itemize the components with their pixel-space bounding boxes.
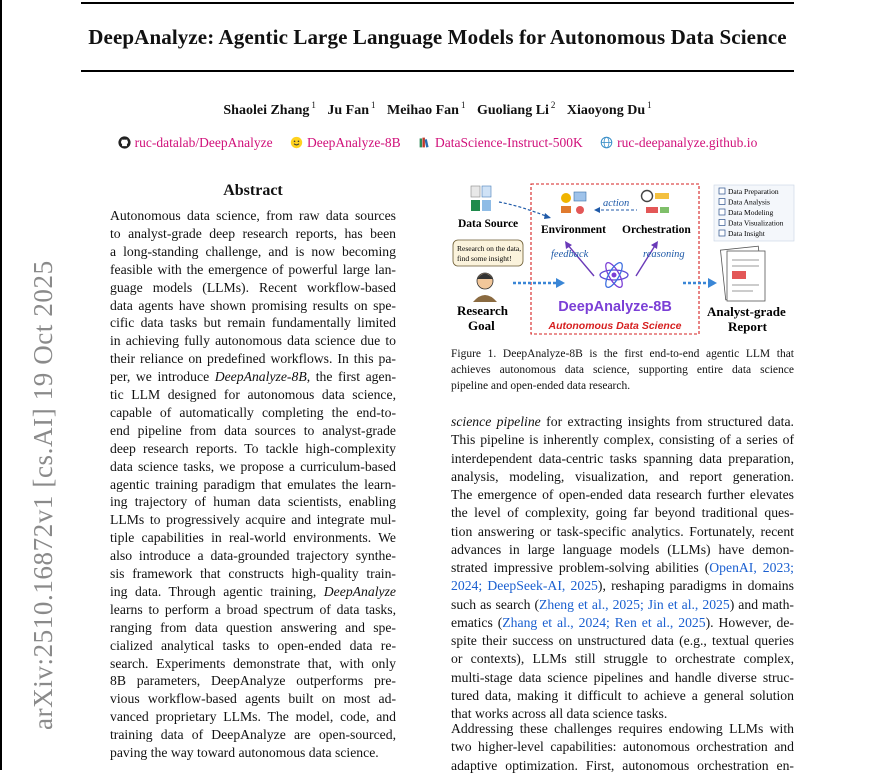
abstract-line: LLMs to progressively acquire and integrate mul- bbox=[110, 512, 396, 528]
books-icon bbox=[418, 136, 431, 149]
abstract-line: 8B parameters, DeepAnalyze outperforms pre- bbox=[110, 673, 396, 689]
body-line: tion answering or task-specific analytics. Fortunately, recent bbox=[451, 523, 794, 539]
citation-link[interactable]: Zhang et al., 2024; Ren et al., 2025 bbox=[502, 614, 706, 630]
research-goal-line-1: Research bbox=[457, 303, 509, 318]
website-link[interactable]: ruc-deepanalyze.github.io bbox=[600, 135, 757, 150]
model-name-label: DeepAnalyze-8B bbox=[558, 299, 672, 315]
body-line: spite their success on unstructured data (e.g., textual queries bbox=[451, 633, 794, 648]
abstract-line: deep research reports. To tackle high-complexity bbox=[110, 440, 396, 456]
resource-links bbox=[81, 135, 794, 151]
abstract-line: to analyst-grade deep research reports, has been bbox=[110, 225, 396, 241]
abstract-line: cialized analytical tasks to open-ended data re- bbox=[110, 637, 396, 653]
abstract-line: their reliance on predefined workflows. In this pa- bbox=[110, 351, 396, 367]
abstract-line: cific data tasks but remain fundamentally limited bbox=[110, 315, 396, 331]
abstract-line: tiple capabilities in real-world environments. We bbox=[110, 530, 396, 546]
abstract-line: feasible with the emergence of powerful large lan- bbox=[110, 261, 396, 277]
body-line: analysis, modeling, visualization, and report generation. bbox=[451, 468, 794, 484]
body-line: two higher-level capabilities: autonomous orchestration and bbox=[451, 739, 794, 755]
body-line: adaptive optimization. First, autonomous orchestration en- bbox=[451, 757, 794, 773]
body-line: advances in large language models (LLMs) have demon- bbox=[451, 541, 794, 557]
abstract-line: training data of DeepAnalyze are open-sourced, bbox=[110, 727, 396, 743]
checkbox-icon bbox=[719, 188, 725, 194]
huggingface-icon bbox=[290, 136, 303, 149]
feedback-label: feedback bbox=[551, 249, 589, 260]
report-line-2: Report bbox=[728, 319, 767, 334]
abstract-line: vanced proprietary LLMs. The model, code, and bbox=[110, 709, 396, 725]
report-item: Data Modeling bbox=[728, 208, 774, 217]
box-label: Autonomous Data Science bbox=[548, 320, 682, 332]
author: Ju Fan $^1$ bbox=[327, 100, 376, 118]
abstract-heading: Abstract bbox=[223, 182, 283, 199]
checkbox-icon bbox=[719, 209, 725, 215]
report-item: Data Analysis bbox=[728, 197, 770, 207]
research-goal-line-2: Goal bbox=[468, 318, 495, 333]
abstract-line: a long-standing challenge, and is now becoming bbox=[110, 243, 396, 259]
abstract-line: agentic training paradigm that emulates the learn- bbox=[110, 476, 396, 492]
author: Shaolei Zhang $^1$ bbox=[223, 100, 316, 118]
dataset-link[interactable]: DataScience-Instruct-500K bbox=[418, 135, 586, 150]
abstract-line: end pipeline from data sources to analyst-grade bbox=[110, 422, 396, 438]
author-list bbox=[81, 100, 794, 119]
body-line: that works across all data science tasks. bbox=[451, 706, 668, 721]
data-source-icons bbox=[471, 186, 491, 211]
caption-line: achieves autonomous data science, supporting entire data science bbox=[451, 364, 794, 376]
abstract-line: paving the way toward autonomous data science. bbox=[110, 745, 379, 760]
data-source-label: Data Source bbox=[458, 218, 519, 230]
citation-link[interactable]: 2024; DeepSeek-AI, 2025 bbox=[451, 578, 598, 594]
abstract-line: learns to perform a broad spectrum of data tasks, bbox=[110, 601, 396, 617]
abstract-line: ranging from data question answering and spe- bbox=[110, 619, 396, 635]
report-item: Data Insight bbox=[728, 229, 765, 238]
abstract-line: guage models (LLMs). Recent workflow-based bbox=[110, 279, 396, 295]
abstract-line: data science tasks, we propose a curriculum-based bbox=[110, 458, 396, 474]
citation-link[interactable]: OpenAI, 2023; bbox=[709, 560, 794, 575]
author: Meihao Fan $^1$ bbox=[387, 100, 466, 118]
source-to-env-arrow bbox=[499, 202, 551, 218]
body-line: The emergence of open-ended data research further elevates bbox=[451, 487, 794, 502]
globe-icon bbox=[600, 136, 613, 149]
abstract-line: data agents have shown promising results on spe- bbox=[110, 297, 396, 313]
abstract-line: Autonomous data science, from raw data sources bbox=[110, 208, 396, 223]
body-line: Addressing these challenges requires endowing LLMs with bbox=[451, 721, 794, 736]
abstract-line: per, we introduce DeepAnalyze-8B, the first agen- bbox=[110, 369, 397, 385]
report-item: Data Preparation bbox=[728, 187, 779, 196]
abstract-line: capable of automatically completing the end-to- bbox=[110, 404, 396, 420]
page-left-edge bbox=[0, 0, 2, 770]
body-line: interdependent data-centric tasks spanning data preparation, bbox=[451, 450, 794, 466]
researcher-icon bbox=[473, 273, 497, 302]
abstract-line: in achieving fully autonomous data science due to bbox=[110, 333, 396, 349]
report-document-icon bbox=[720, 246, 765, 301]
report-item: Data Visualization bbox=[728, 218, 784, 228]
body-line: science pipeline for extracting insights from structured data. bbox=[451, 414, 794, 429]
huggingface-link[interactable]: DeepAnalyze-8B bbox=[290, 135, 404, 150]
abstract-line: vious workflow-based agents built on most ad- bbox=[110, 691, 396, 707]
title-bottom-rule bbox=[81, 70, 794, 72]
environment-label: Environment bbox=[541, 224, 606, 236]
bubble-line-2: find some insight! bbox=[457, 254, 512, 263]
abstract-line: ing data. Through agentic training, DeepAnalyze bbox=[110, 583, 396, 599]
checkbox-icon bbox=[719, 199, 725, 205]
action-label: action bbox=[603, 198, 630, 209]
citation-link[interactable]: Zheng et al., 2025; Jin et al., 2025 bbox=[539, 596, 730, 612]
abstract-line: search. Experiments demonstrate that, with only bbox=[110, 655, 396, 671]
body-line: 2024; DeepSeek-AI, 2025), reshaping paradigms in domains bbox=[451, 578, 794, 594]
paper-title: DeepAnalyze: Agentic Large Language Models for Autonomous Data Science bbox=[88, 25, 787, 49]
body-line: tured data, making it difficult to achieve a general solution bbox=[451, 687, 794, 703]
body-line: multi-stage data science pipelines and handle diverse struc- bbox=[451, 669, 794, 685]
abstract-line: also introduce a data-grounded trajectory synthe- bbox=[110, 548, 396, 564]
abstract-line: sis framework that constructs high-quality train- bbox=[110, 566, 396, 581]
author: Xiaoyong Du $^1$ bbox=[566, 100, 652, 118]
github-link[interactable]: ruc-datalab/DeepAnalyze bbox=[118, 135, 276, 150]
environment-icon bbox=[561, 192, 586, 214]
report-line-1: Analyst-grade bbox=[707, 304, 786, 319]
figure-1-diagram bbox=[451, 180, 801, 340]
abstract-line: tic LLM designed for autonomous data science, bbox=[110, 387, 396, 402]
body-line: strated impressive problem-solving abilities (OpenAI, 2023; bbox=[451, 560, 794, 575]
atom-icon bbox=[600, 260, 628, 289]
checkbox-icon bbox=[719, 230, 725, 236]
orchestration-icon bbox=[642, 191, 670, 214]
checkbox-icon bbox=[719, 220, 725, 226]
reasoning-label: reasoning bbox=[643, 249, 685, 260]
author: Guoliang Li $^2$ bbox=[476, 100, 556, 118]
caption-line: pipeline and open-ended data research. bbox=[451, 380, 631, 392]
caption-line: Figure 1. DeepAnalyze-8B is the first end-to-end agentic LLM that bbox=[451, 348, 794, 360]
github-icon bbox=[118, 136, 131, 149]
bubble-line-1: Research on the data, bbox=[457, 244, 522, 253]
abstract-line: ing trajectory of human data scientists, enabling bbox=[110, 494, 396, 510]
title-top-rule bbox=[81, 2, 794, 4]
body-line: ematics (Zhang et al., 2024; Ren et al., 2025). However, de- bbox=[451, 614, 794, 630]
arxiv-sidebar-stamp: arXiv:2510.16872v1 [cs.AI] 19 Oct 2025 bbox=[28, 260, 58, 730]
body-line: This pipeline is inherently complex, consisting of a series of bbox=[451, 432, 794, 448]
orchestration-label: Orchestration bbox=[622, 224, 691, 236]
body-line: or contexts), LLMs still struggle to orchestrate complex, bbox=[451, 651, 794, 667]
body-line: such as search (Zheng et al., 2025; Jin et al., 2025) and math- bbox=[451, 596, 794, 612]
body-line: the level of complexity, going far beyond traditional ques- bbox=[451, 505, 794, 521]
